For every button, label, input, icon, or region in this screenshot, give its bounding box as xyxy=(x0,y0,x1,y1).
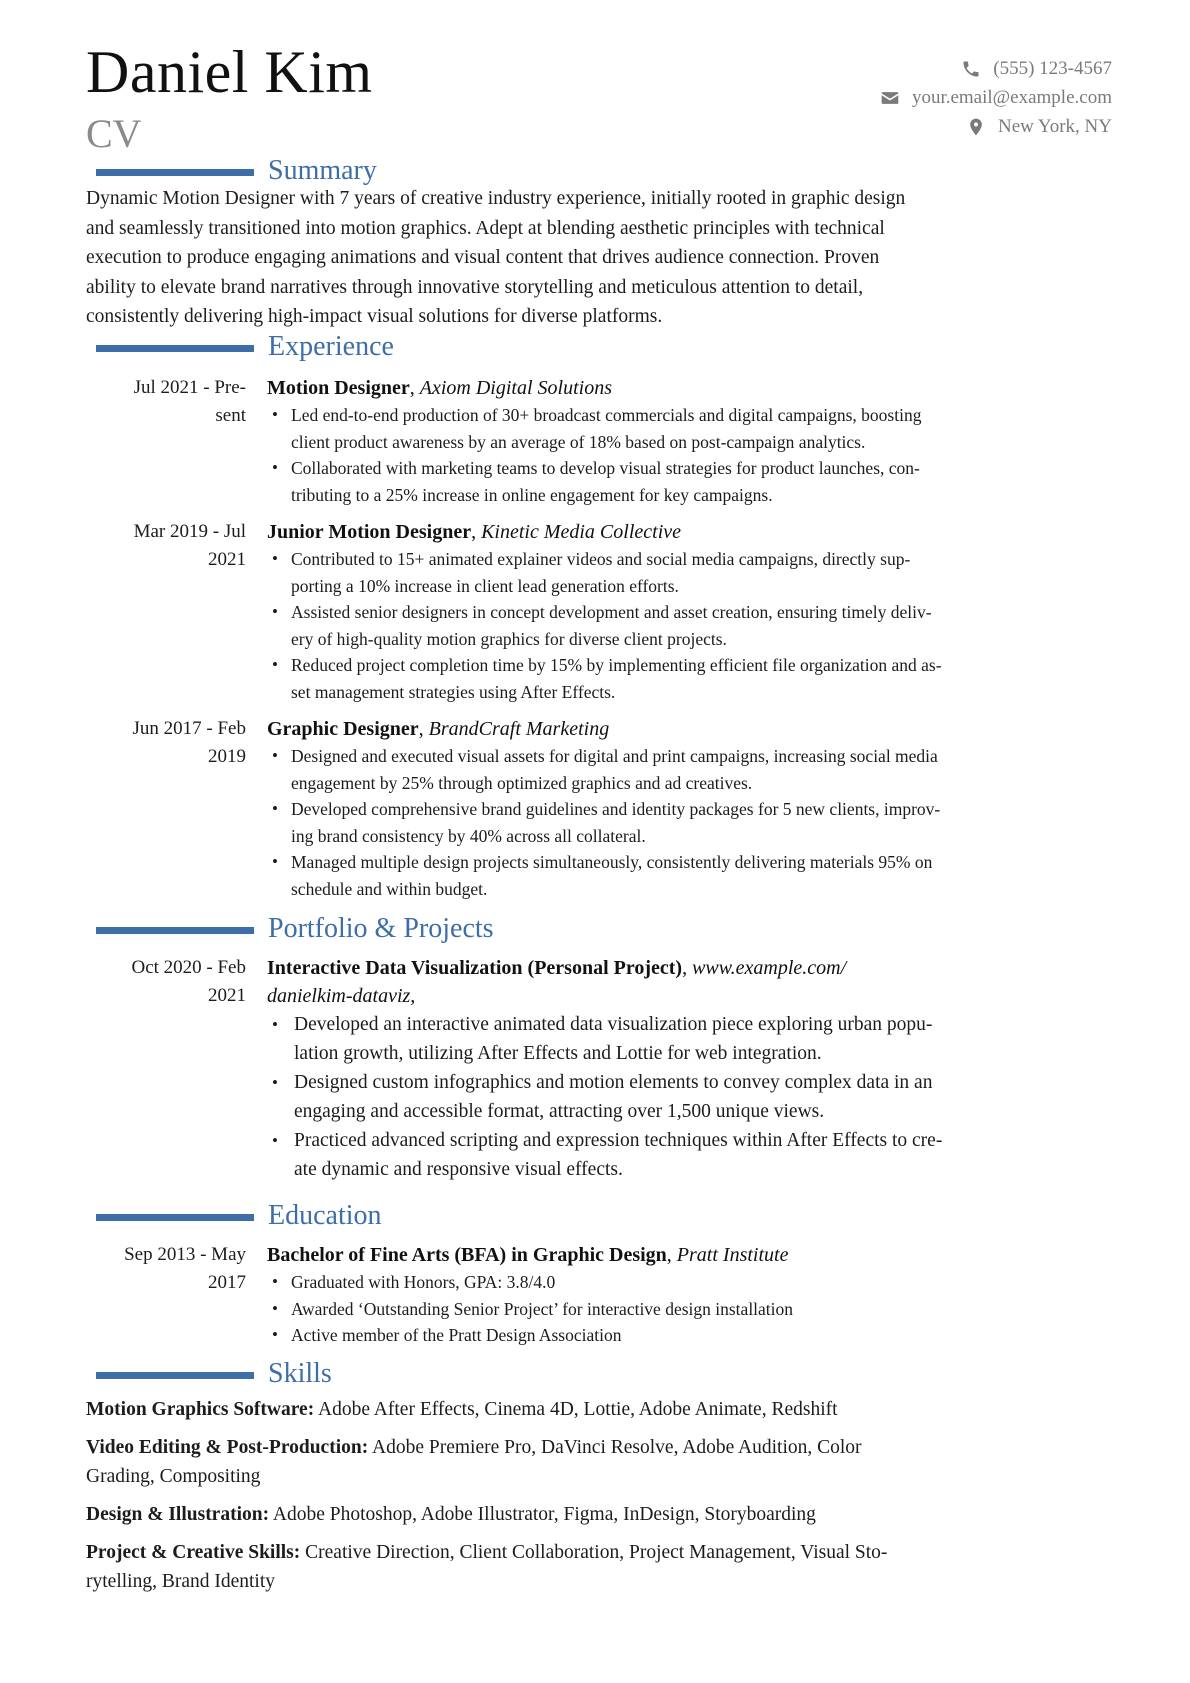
bullet-line: • Designed and executed visual assets for digital and print campaigns, increasing social media xyxy=(291,746,938,766)
bullet-line: • Developed an interactive animated data visualization piece exploring urban popu- xyxy=(294,1014,933,1035)
skill-row xyxy=(86,1538,1126,1596)
contact-block xyxy=(880,54,1112,141)
bullet-line: porting a 10% increase in client lead generation efforts. xyxy=(291,575,679,596)
entry-date xyxy=(86,374,246,430)
section-summary-heading xyxy=(96,154,377,188)
section-rule xyxy=(96,1372,254,1379)
date-line: Oct 2020 - Feb xyxy=(131,957,246,978)
skill-values: rytelling, Brand Identity xyxy=(86,1571,276,1592)
entry-title: Interactive Data Visualization (Personal Project), www.example.com/ xyxy=(267,957,847,979)
skill-category: Motion Graphics Software: xyxy=(86,1399,315,1420)
date-line: Jun 2017 - Feb xyxy=(132,718,246,739)
bullet-item xyxy=(267,1126,1097,1184)
summary-line: ability to elevate brand narratives through innovative storytelling and meticulous attention to detail, xyxy=(86,276,864,298)
bullet-line: client product awareness by an average of 18% based on post-campaign analytics. xyxy=(291,431,866,452)
job-company: BrandCraft Marketing xyxy=(428,718,610,740)
date-line: 2017 xyxy=(208,1272,246,1293)
entry-body xyxy=(267,518,1097,705)
bullet-list xyxy=(267,402,1097,508)
skill-row xyxy=(86,1500,1126,1529)
skill-values: Adobe Photoshop, Adobe Illustrator, Figma, InDesign, Storyboarding xyxy=(272,1504,816,1525)
bullet-item xyxy=(267,1269,1097,1296)
bullet-list xyxy=(267,743,1097,902)
job-role: Graphic Designer xyxy=(267,718,419,740)
skill-values: Adobe After Effects, Cinema 4D, Lottie, Adobe Animate, Redshift xyxy=(318,1399,838,1420)
bullet-line: engagement by 25% through optimized graphics and ad creatives. xyxy=(291,772,753,793)
bullet-line: • Awarded ‘Outstanding Senior Project’ for interactive design installation xyxy=(291,1298,794,1319)
section-rule xyxy=(96,1214,254,1221)
bullet-line: set management strategies using After Effects. xyxy=(291,681,616,702)
skill-category: Video Editing & Post-Production: xyxy=(86,1437,369,1458)
summary-line: and seamlessly transitioned into motion graphics. Adept at blending aesthetic principles with technical xyxy=(86,217,885,239)
contact-email xyxy=(880,83,1112,112)
section-portfolio-heading xyxy=(96,912,494,946)
contact-location xyxy=(880,112,1112,141)
bullet-item xyxy=(267,849,1097,902)
section-rule xyxy=(96,345,254,352)
section-title: Experience xyxy=(268,331,394,362)
contact-phone xyxy=(880,54,1112,83)
bullet-list xyxy=(267,1010,1097,1184)
entry-date xyxy=(86,954,246,1010)
bullet-line: • Assisted senior designers in concept development and asset creation, ensuring timely deliv- xyxy=(291,602,932,622)
bullet-item xyxy=(267,599,1097,652)
bullet-item xyxy=(267,743,1097,796)
bullet-line: tributing to a 25% increase in online engagement for key campaigns. xyxy=(291,484,773,505)
project-link[interactable]: danielkim-dataviz, xyxy=(267,985,416,1007)
project-link[interactable]: www.example.com/ xyxy=(692,957,847,979)
section-title: Portfolio & Projects xyxy=(268,913,494,944)
job-company: Kinetic Media Collective xyxy=(481,521,682,543)
bullet-line: • Managed multiple design projects simultaneously, consistently delivering materials 95% on xyxy=(291,852,933,872)
summary-paragraph xyxy=(86,184,1126,332)
bullet-list xyxy=(267,1269,1097,1349)
degree: Bachelor of Fine Arts (BFA) in Graphic Design xyxy=(267,1244,667,1266)
bullet-line: • Active member of the Pratt Design Association xyxy=(291,1325,622,1345)
summary-line: consistently delivering high-impact visual solutions for diverse platforms. xyxy=(86,306,663,327)
date-line: 2021 xyxy=(208,985,246,1006)
bullet-list xyxy=(267,546,1097,705)
bullet-line: engaging and accessible format, attracting over 1,500 unique views. xyxy=(294,1101,825,1122)
bullet-item xyxy=(267,652,1097,705)
bullet-line: ing brand consistency by 40% across all collateral. xyxy=(291,825,646,846)
phone-icon xyxy=(961,59,981,79)
phone-text[interactable]: (555) 123-4567 xyxy=(993,58,1112,79)
bullet-line: ery of high-quality motion graphics for diverse client projects. xyxy=(291,628,727,649)
skills-list xyxy=(86,1395,1126,1605)
section-skills-heading xyxy=(96,1357,332,1391)
person-name: Daniel Kim xyxy=(86,39,373,105)
skill-values: Grading, Compositing xyxy=(86,1466,261,1487)
summary-line: execution to produce engaging animations and visual content that drives audience connection. Proven xyxy=(86,247,880,268)
job-role: Junior Motion Designer xyxy=(267,521,472,543)
entry-body xyxy=(267,1241,1097,1349)
bullet-item xyxy=(267,1010,1097,1068)
entry-title: Graphic Designer, BrandCraft Marketing xyxy=(267,718,610,740)
bullet-item xyxy=(267,402,1097,455)
date-line: sent xyxy=(215,405,246,426)
date-line: 2021 xyxy=(208,549,246,570)
date-line: 2019 xyxy=(208,746,246,767)
skill-values: Adobe Premiere Pro, DaVinci Resolve, Adobe Audition, Color xyxy=(372,1437,862,1458)
section-rule xyxy=(96,927,254,934)
section-title: Skills xyxy=(268,1358,332,1389)
bullet-item xyxy=(267,1068,1097,1126)
section-title: Education xyxy=(268,1200,382,1231)
entry-body xyxy=(267,715,1097,902)
location-text: New York, NY xyxy=(997,116,1112,137)
job-company: Axiom Digital Solutions xyxy=(419,377,612,399)
bullet-line: ate dynamic and responsive visual effects. xyxy=(294,1159,623,1180)
bullet-item xyxy=(267,455,1097,508)
bullet-line: • Designed custom infographics and motion elements to convey complex data in an xyxy=(294,1072,933,1093)
section-rule xyxy=(96,169,254,176)
skill-row xyxy=(86,1395,1126,1424)
entry-title: Motion Designer, Axiom Digital Solutions xyxy=(267,377,612,399)
envelope-icon xyxy=(880,88,900,108)
skill-category: Project & Creative Skills: xyxy=(86,1542,301,1563)
school: Pratt Institute xyxy=(676,1244,789,1266)
bullet-item xyxy=(267,1296,1097,1323)
bullet-line: • Collaborated with marketing teams to develop visual strategies for product launches, con- xyxy=(291,458,920,478)
entry-date xyxy=(86,518,246,574)
entry-title: Bachelor of Fine Arts (BFA) in Graphic Design, Pratt Institute xyxy=(267,1244,789,1266)
bullet-line: lation growth, utilizing After Effects and Lottie for web integration. xyxy=(294,1043,822,1064)
entry-body xyxy=(267,374,1097,508)
bullet-line: • Contributed to 15+ animated explainer videos and social media campaigns, directly sup- xyxy=(291,549,911,569)
bullet-line: • Practiced advanced scripting and expression techniques within After Effects to cre- xyxy=(294,1130,943,1151)
document-subtitle: CV xyxy=(86,111,142,156)
date-line: Jul 2021 - Pre- xyxy=(133,377,246,398)
summary-line: Dynamic Motion Designer with 7 years of creative industry experience, initially rooted in graphic design xyxy=(86,188,906,209)
map-pin-icon xyxy=(966,117,986,137)
entry-date xyxy=(86,715,246,771)
bullet-line: • Developed comprehensive brand guidelines and identity packages for 5 new clients, improv- xyxy=(291,799,941,819)
entry-title: Junior Motion Designer, Kinetic Media Collective xyxy=(267,521,682,543)
bullet-line: • Reduced project completion time by 15% by implementing efficient file organization and as- xyxy=(291,655,942,675)
section-education-heading xyxy=(96,1199,382,1233)
date-line: Sep 2013 - May xyxy=(124,1244,246,1265)
job-role: Motion Designer xyxy=(267,377,410,399)
email-text[interactable]: your.email@example.com xyxy=(911,87,1112,108)
bullet-item xyxy=(267,796,1097,849)
project-title: Interactive Data Visualization (Personal Project) xyxy=(267,957,683,979)
bullet-item xyxy=(267,546,1097,599)
entry-date xyxy=(86,1241,246,1297)
bullet-line: • Led end-to-end production of 30+ broadcast commercials and digital campaigns, boosting xyxy=(291,405,922,425)
bullet-item xyxy=(267,1322,1097,1349)
entry-title-continued xyxy=(267,982,1097,1010)
bullet-line: schedule and within budget. xyxy=(291,878,488,899)
section-title: Summary xyxy=(268,155,377,186)
entry-body xyxy=(267,954,1097,1184)
section-experience-heading xyxy=(96,330,394,364)
skill-values: Creative Direction, Client Collaboration, Project Management, Visual Sto- xyxy=(305,1542,888,1563)
bullet-line: • Graduated with Honors, GPA: 3.8/4.0 xyxy=(291,1272,556,1292)
date-line: Mar 2019 - Jul xyxy=(133,521,246,542)
skill-row xyxy=(86,1433,1126,1491)
skill-category: Design & Illustration: xyxy=(86,1504,270,1525)
